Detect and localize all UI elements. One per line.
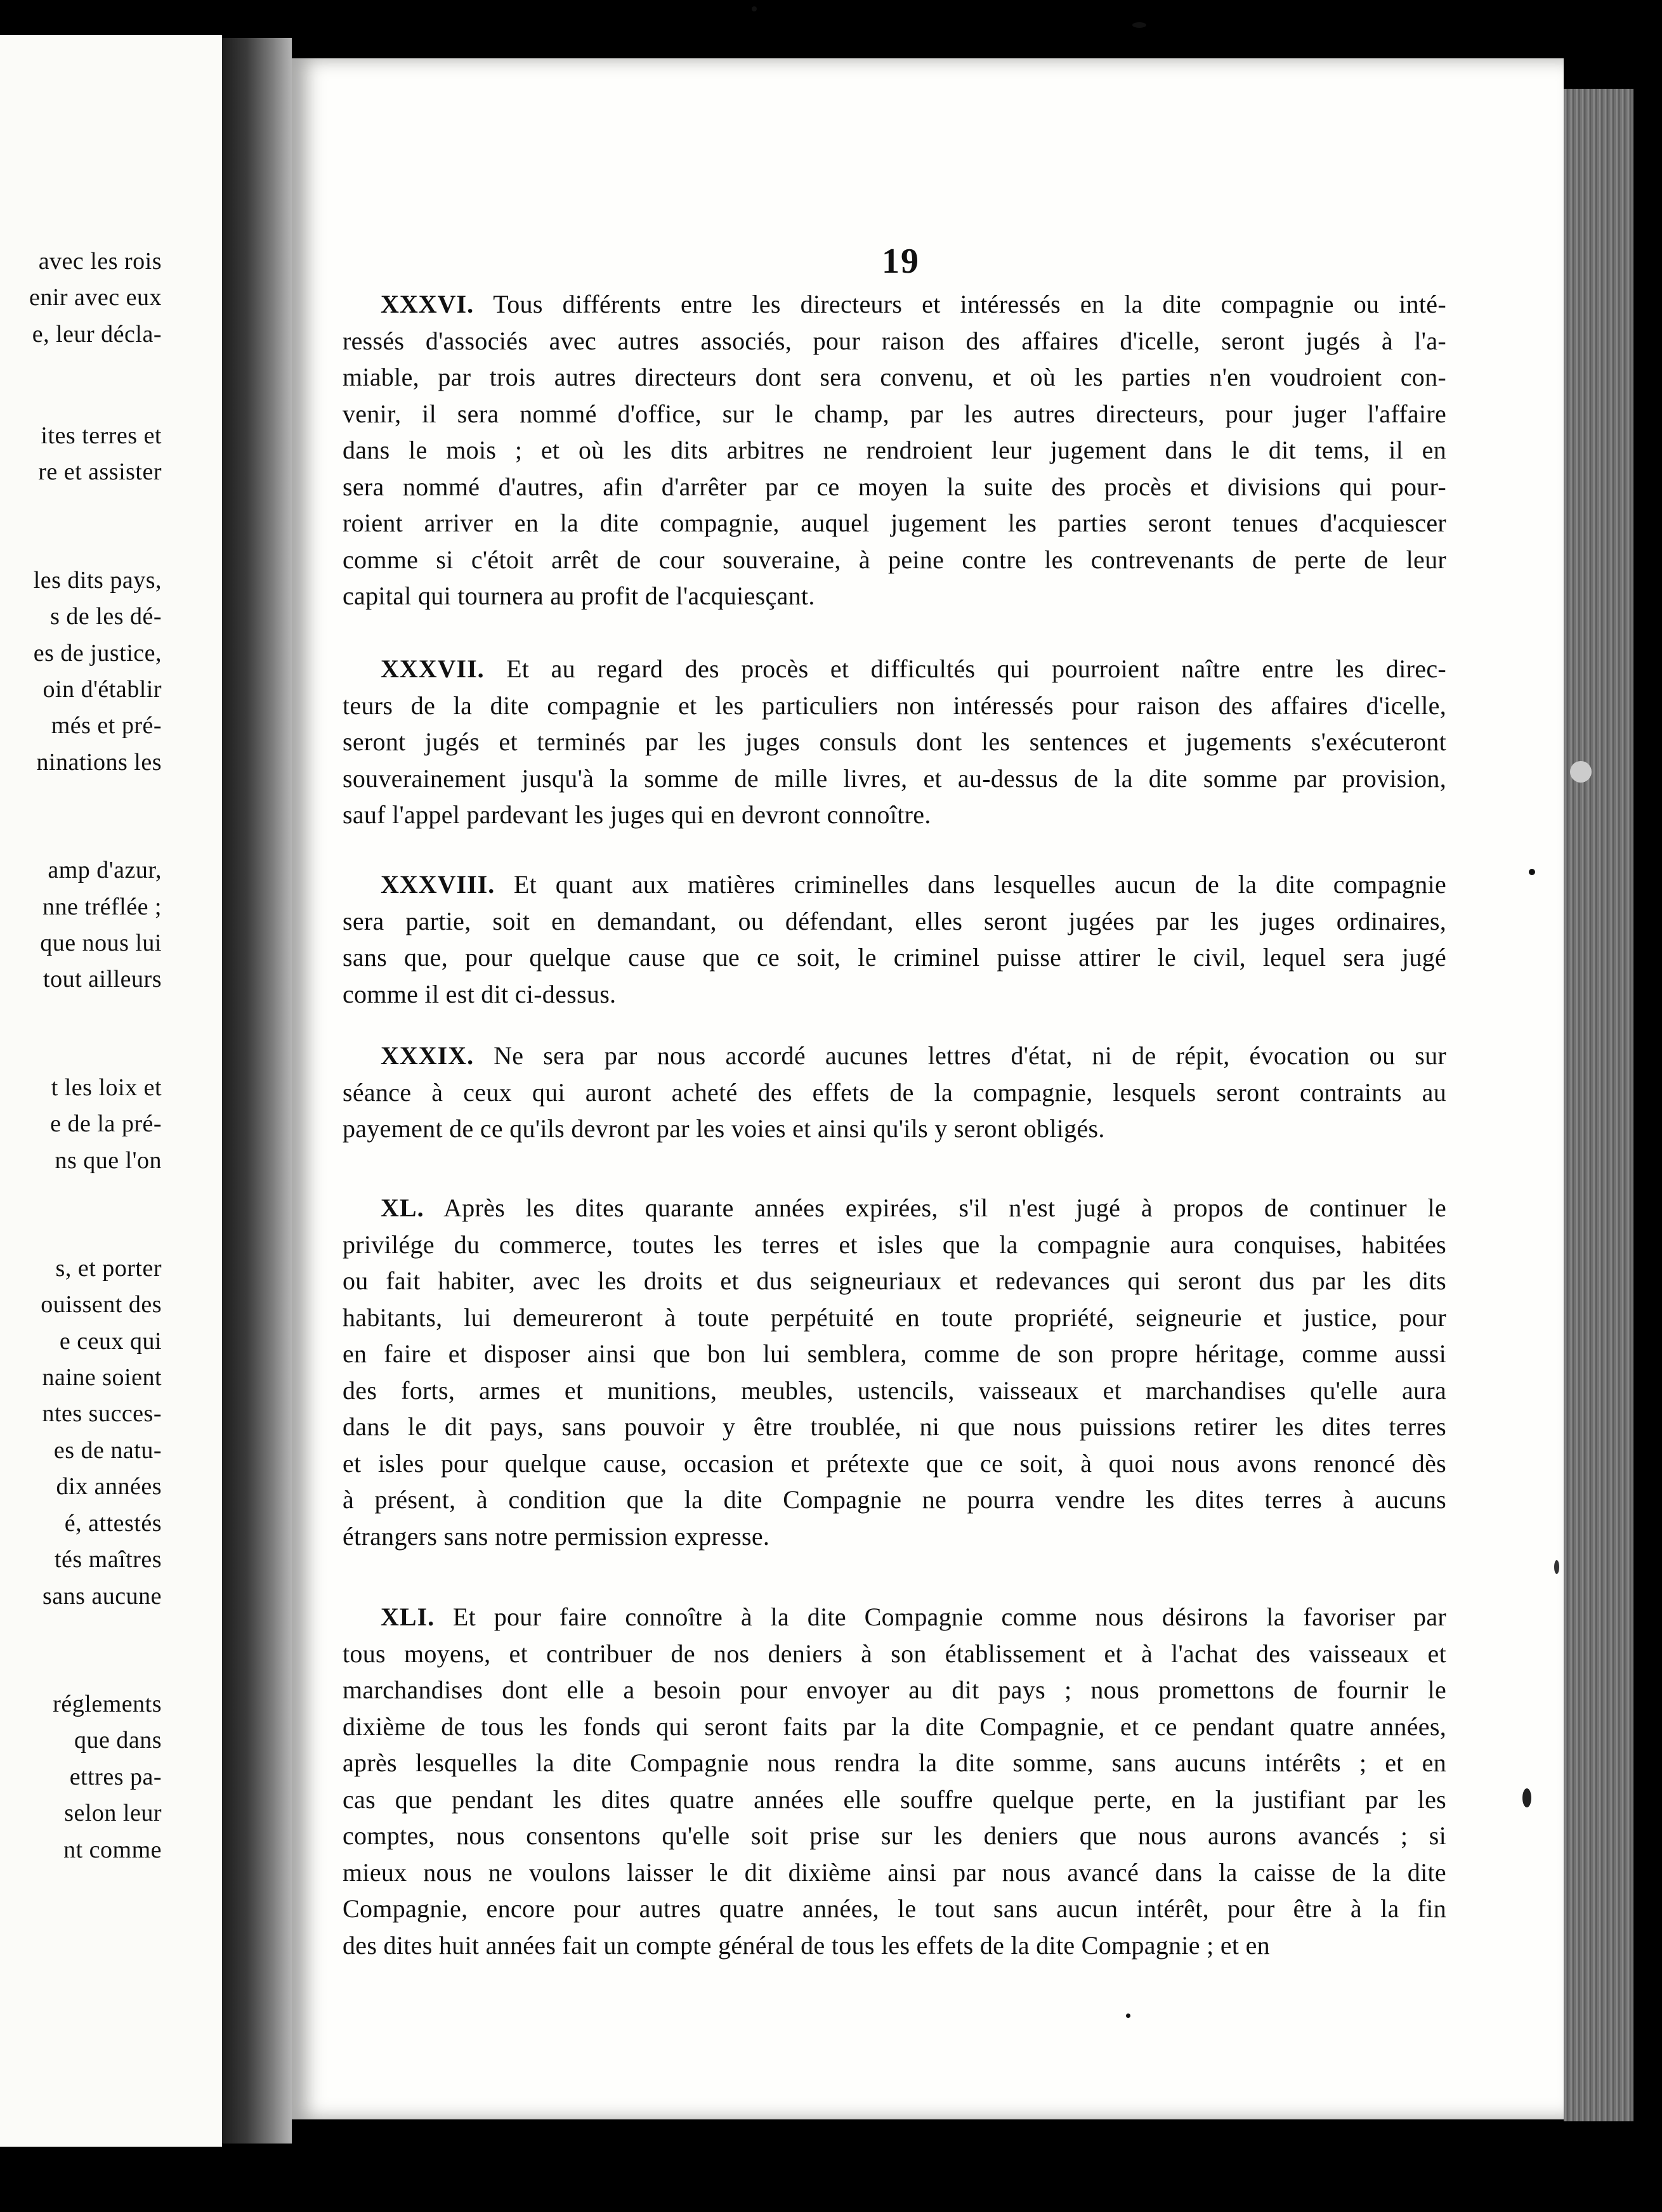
- article-line: seront jugés et terminés par les juges consuls dont les sentences et jugements s'exécuteront: [343, 727, 1446, 756]
- page-edge-stack: [1564, 89, 1633, 2121]
- left-page-line: tout ailleurs: [43, 966, 162, 992]
- left-page-line: ouissent des: [41, 1291, 162, 1318]
- left-page-line: nt comme: [63, 1837, 162, 1863]
- left-page-line: que nous lui: [40, 930, 162, 956]
- left-page-line: nne tréflée ;: [43, 894, 162, 920]
- article-line: teurs de la dite compagnie et les particuliers non intéressés pour raison des affaires d'icelle,: [343, 691, 1446, 720]
- article-number: XXXVI.: [381, 290, 474, 318]
- article-line: sans que, pour quelque cause que ce soit, le criminel puisse attirer le civil, lequel sera jugé: [343, 943, 1446, 972]
- scan-speck: [1522, 1788, 1531, 1807]
- left-page-line: sans aucune: [42, 1583, 162, 1610]
- article-line: des dites huit années fait un compte général de tous les effets de la dite Compagnie ; et en: [343, 1930, 1270, 1960]
- article-line: dans le dit pays, sans pouvoir y être troublée, ni que nous puissions retirer les dites terres: [343, 1412, 1446, 1441]
- article-text: Après les dites quarante années expirées, s'il n'est jugé à propos de continuer le: [424, 1194, 1446, 1222]
- article-line: [381, 1192, 1446, 1224]
- article-line: marchandises dont elle a besoin pour envoyer au dit pays ; nous promettons de fournir le: [343, 1675, 1446, 1704]
- scan-speck: [1529, 869, 1535, 875]
- left-page-line: ettres pa-: [69, 1764, 162, 1790]
- article-text: Et quant aux matières criminelles dans lesquelles aucun de la dite compagnie: [495, 870, 1446, 899]
- left-page-line: les dits pays,: [33, 567, 162, 594]
- article-line: sera nommé d'autres, afin d'arrêter par ce moyen la suite des procès et divisions qui pour-: [343, 472, 1446, 501]
- article-number: XXXVII.: [381, 654, 485, 683]
- left-page-line: ns que l'on: [55, 1147, 162, 1174]
- article-line: ressés d'associés avec autres associés, pour raison des affaires d'icelle, seront jugés à l'a-: [343, 326, 1446, 355]
- article-text: Ne sera par nous accordé aucunes lettres d'état, ni de répit, évocation ou sur: [474, 1041, 1446, 1070]
- left-page-line: réglements: [53, 1691, 162, 1717]
- article-number: XLI.: [381, 1603, 435, 1631]
- article-text: Et pour faire connoître à la dite Compagnie comme nous désirons la favoriser par: [435, 1603, 1446, 1631]
- article-line: [381, 1601, 1446, 1633]
- left-page-line: dix années: [56, 1473, 162, 1500]
- article-line: à présent, à condition que la dite Compagnie ne pourra vendre les dites terres à aucuns: [343, 1485, 1446, 1514]
- article-line: roient arriver en la dite compagnie, auquel jugement les parties seront tenues d'acquiescer: [343, 509, 1446, 537]
- article-line: habitants, lui demeureront à toute perpétuité en toute propriété, seigneurie et justice, pour: [343, 1303, 1446, 1332]
- left-page-line: que dans: [74, 1727, 162, 1753]
- article-text: Et au regard des procès et difficultés qui pourroient naître entre les direc-: [484, 654, 1446, 683]
- article-line: dans le mois ; et où les dits arbitres ne rendroient leur jugement dans le dit tems, il en: [343, 436, 1446, 464]
- left-page-fragment: [0, 35, 222, 2147]
- article-line: comptes, nous consentons qu'elle soit prise sur les deniers que nous aurons avancés ; si: [343, 1821, 1446, 1850]
- article-line: [381, 289, 1446, 320]
- article-line: en faire et disposer ainsi que bon lui semblera, comme de son propre héritage, comme aussi: [343, 1339, 1446, 1368]
- left-page-line: t les loix et: [51, 1074, 162, 1101]
- left-page-line: es de justice,: [33, 640, 162, 667]
- left-page-line: e de la pré-: [50, 1110, 162, 1137]
- scan-speck: [1132, 22, 1146, 28]
- article-line: ou fait habiter, avec les droits et dus seigneuriaux et redevances qui seront dus par les dits: [343, 1266, 1446, 1295]
- article-line: souverainement jusqu'à la somme de mille livres, et au-dessus de la dite somme par provision,: [343, 764, 1446, 793]
- left-page-line: avec les rois: [38, 248, 162, 275]
- scan-speck: [752, 6, 757, 11]
- article-line: venir, il sera nommé d'office, sur le champ, par les autres directeurs, pour juger l'affaire: [343, 399, 1446, 428]
- article-line: mieux nous ne voulons laisser le dit dixième ainsi par nous avancé dans la caisse de la dite: [343, 1857, 1446, 1887]
- article-line: Compagnie, encore pour autres quatre années, le tout sans aucun intérêt, pour être à la fin: [343, 1894, 1446, 1923]
- article-line: sauf l'appel pardevant les juges qui en devront connoître.: [343, 800, 931, 829]
- article-number: XXXVIII.: [381, 870, 495, 899]
- left-page-line: é, attestés: [64, 1510, 162, 1537]
- left-page-line: re et assister: [38, 459, 162, 485]
- left-page-line: s, et porter: [55, 1255, 162, 1282]
- left-page-line: més et pré-: [51, 712, 162, 739]
- article-line: privilége du commerce, toutes les terres et isles que la compagnie aura conquises, habitées: [343, 1230, 1446, 1259]
- scan-speck: [1126, 2014, 1130, 2018]
- left-page-line: enir avec eux: [29, 284, 162, 311]
- article-line: [381, 1040, 1446, 1072]
- left-page-line: ntes succes-: [42, 1400, 162, 1427]
- article-line: dixième de tous les fonds qui seront faits par la dite Compagnie, et ce pendant quatre années,: [343, 1712, 1446, 1741]
- article-line: [381, 869, 1446, 901]
- left-page-line: ites terres et: [41, 422, 162, 449]
- article-line: tous moyens, et contribuer de nos deniers à son établissement et à l'achat des vaisseaux et: [343, 1639, 1446, 1668]
- article-line: étrangers sans notre permission expresse.: [343, 1521, 770, 1551]
- article-line: miable, par trois autres directeurs dont sera convenu, et où les parties n'en voudroient con-: [343, 363, 1446, 391]
- left-page-line: amp d'azur,: [48, 857, 162, 883]
- article-line: payement de ce qu'ils devront par les voies et ainsi qu'ils y seront obligés.: [343, 1114, 1105, 1143]
- article-line: comme si c'étoit arrêt de cour souveraine, à peine contre les contrevenants de perte de leur: [343, 545, 1446, 574]
- left-page-line: oin d'établir: [43, 676, 162, 703]
- article-number: XXXIX.: [381, 1041, 474, 1070]
- left-page-line: e, leur décla-: [32, 321, 162, 348]
- left-page-line: tés maîtres: [54, 1546, 162, 1573]
- article-line: sera partie, soit en demandant, ou défendant, elles seront jugées par les juges ordinaires,: [343, 906, 1446, 935]
- article-line: capital qui tournera au profit de l'acquiesçant.: [343, 582, 815, 610]
- left-page-line: es de natu-: [53, 1437, 162, 1464]
- left-page-line: s de les dé-: [50, 603, 162, 630]
- left-page-line: e ceux qui: [59, 1328, 162, 1355]
- article-line: des forts, armes et munitions, meubles, ustencils, vaisseaux et marchandises qu'elle aura: [343, 1376, 1446, 1405]
- left-page-line: ninations les: [36, 749, 162, 776]
- article-line: après lesquelles la dite Compagnie nous rendra la dite somme, sans aucuns intérêts ; et en: [343, 1748, 1446, 1777]
- article-line: [381, 653, 1446, 685]
- article-text: Tous différents entre les directeurs et intéressés en la dite compagnie ou inté-: [474, 290, 1446, 318]
- article-line: comme il est dit ci-dessus.: [343, 979, 617, 1008]
- article-line: et isles pour quelque cause, occasion et prétexte que ce soit, à quoi nous avons renoncé dès: [343, 1448, 1446, 1478]
- left-page-line: naine soient: [42, 1364, 162, 1391]
- left-page-line: selon leur: [64, 1800, 162, 1826]
- scan-speck: [1554, 1560, 1559, 1574]
- page-number: 19: [882, 242, 920, 281]
- book-gutter: [222, 38, 292, 2144]
- scan-speck: [1570, 761, 1592, 783]
- article-line: séance à ceux qui auront acheté des effets de la compagnie, lesquels seront contraints au: [343, 1077, 1446, 1107]
- article-line: cas que pendant les dites quatre années elle souffre quelque perte, en la justifiant par les: [343, 1785, 1446, 1814]
- article-number: XL.: [381, 1194, 424, 1222]
